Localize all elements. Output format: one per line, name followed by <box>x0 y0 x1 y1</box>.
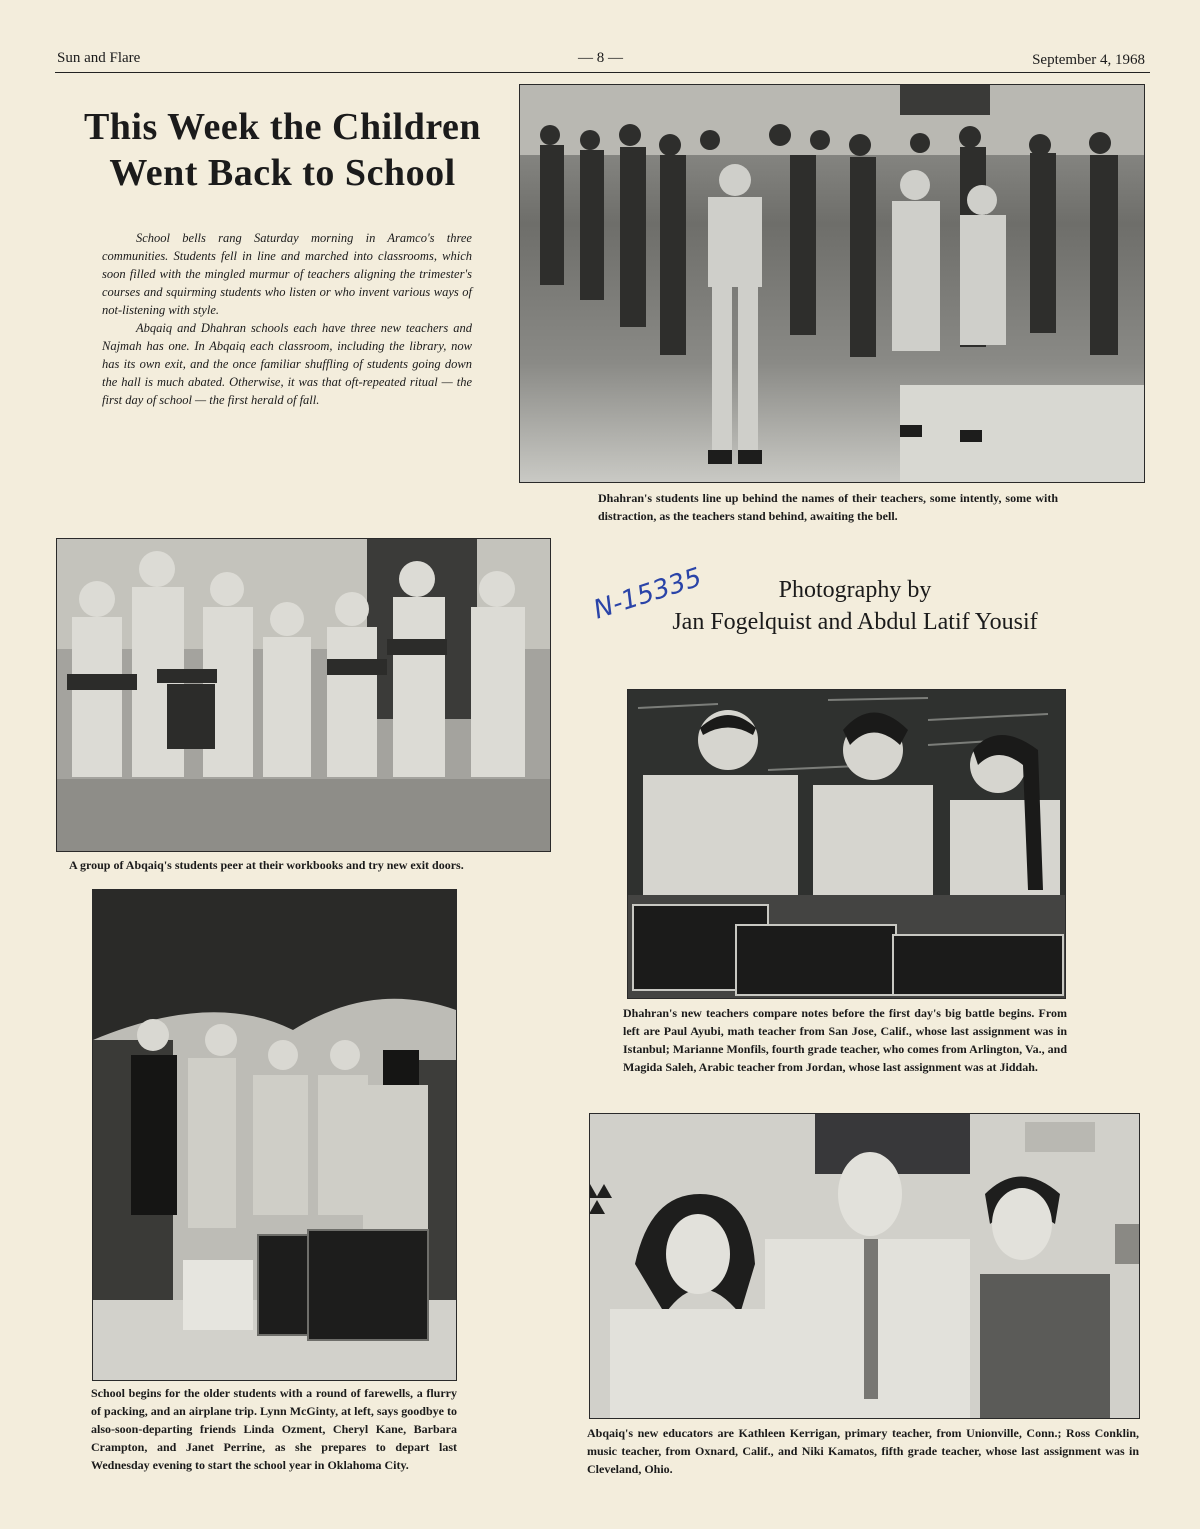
caption-farewell: School begins for the older students with a round of farewells, a flurry of packing, and an airplane trip. Lynn McGinty, at left, says goodbye to also-soon-departing friends Linda Ozment, Cheryl Kane, Barbara Crampton, and Janet Perrine, as she prepares to depart last Wednesday evening to start the school year in Oklahoma City. <box>91 1386 457 1472</box>
publication-name: Sun and Flare <box>57 50 141 66</box>
photo-credit-line-1: Photography by <box>778 577 932 603</box>
masthead-rule <box>55 72 1150 73</box>
photo-abqaiq-group <box>56 538 551 852</box>
intro-paragraph-1: School bells rang Saturday morning in Aramco's three communities. Students fell in line and marched into classrooms, which soon filled with the mingled murmur of teachers aligning the trimester's courses and squirming students who listen or who invent various ways of not-listening with style. <box>102 231 472 317</box>
headline-line-1: This Week the Children <box>83 106 482 148</box>
caption-abqaiq-group: A group of Abqaiq's students peer at their workbooks and try new exit doors. <box>69 858 464 872</box>
photo-farewell <box>92 889 457 1381</box>
page-number: — 8 — <box>578 50 623 66</box>
intro-paragraph-2: Abqaiq and Dhahran schools each have three new teachers and Najmah has one. In Abqaiq each classroom, including the library, now has its own exit, and the once familiar shuffling of students going down the hall is much abated. Otherwise, it was that oft-repeated ritual — the first day of school — the first herald of fall. <box>102 321 472 407</box>
caption-abqaiq-educators: Abqaiq's new educators are Kathleen Kerrigan, primary teacher, from Unionville, Conn.; Ross Conklin, music teacher, from Oxnard, Calif., and Niki Kamatos, fifth grade teacher, whose last assignment was in Cleveland, Ohio. <box>587 1426 1139 1476</box>
issue-date: September 4, 1968 <box>1032 52 1145 68</box>
photo-dhahran-students-line <box>519 84 1145 483</box>
caption-dhahran-students-line: Dhahran's students line up behind the names of their teachers, some intently, some with distraction, as the teachers stand behind, awaiting the bell. <box>598 491 1058 523</box>
article-intro <box>102 229 472 409</box>
photo-dhahran-teachers <box>627 689 1066 999</box>
photo-credit-line-2: Jan Fogelquist and Abdul Latif Yousif <box>672 609 1038 635</box>
photo-abqaiq-educators <box>589 1113 1140 1419</box>
photo-credit <box>630 574 1080 638</box>
handwritten-catalog-note: N-15335 <box>590 562 706 626</box>
headline <box>60 104 505 196</box>
headline-line-2: Went Back to School <box>109 152 456 194</box>
caption-dhahran-teachers: Dhahran's new teachers compare notes before the first day's big battle begins. From left are Paul Ayubi, math teacher from San Jose, Calif., whose last assignment was in Istanbul; Marianne Monfils, fourth grade teacher, who comes from Arlington, Va., and Magida Saleh, Arabic teacher from Jordan, whose last assignment was at Jiddah. <box>623 1006 1067 1074</box>
